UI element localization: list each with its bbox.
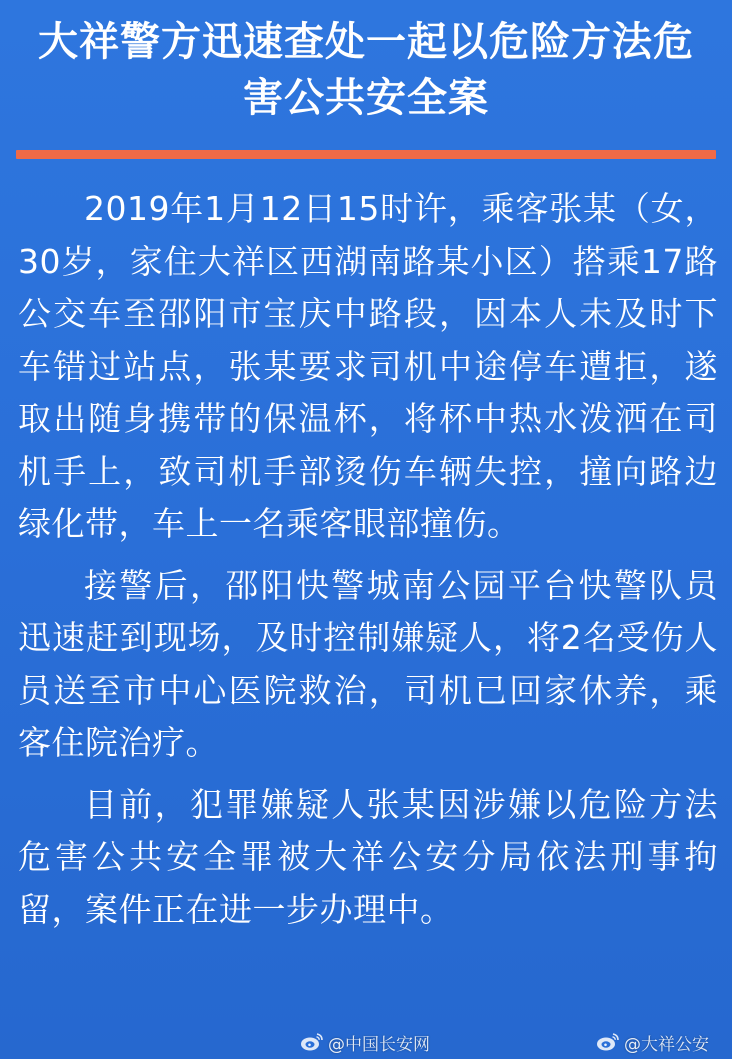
- weibo-icon: [596, 1032, 620, 1052]
- watermark-text: @中国长安网: [328, 1034, 430, 1055]
- paragraph-response: 接警后，邵阳快警城南公园平台快警队员迅速赶到现场，及时控制嫌疑人，将2名受伤人员送至市中心医院救治，司机已回家休养，乘客住院治疗。: [18, 565, 718, 762]
- weibo-icon: [300, 1032, 324, 1052]
- paragraph-incident: 2019年1月12日15时许，乘客张某（女，30岁，家住大祥区西湖南路某小区）搭乘17路公交车至邵阳市宝庆中路段，因本人未及时下车错过站点，张某要求司机中途停车遭拒，遂取出随身携带的保温杯，将杯中热水泼洒在司机手上，致司机手部烫伤车辆失控，撞向路边绿化带，车上一名乘客眼部撞伤。: [18, 189, 718, 543]
- paragraph-status: 目前，犯罪嫌疑人张某因涉嫌以危险方法危害公共安全罪被大祥公安分局依法刑事拘留，案件正在进一步办理中。: [18, 784, 718, 929]
- watermark-daxiang-police: [596, 1029, 709, 1055]
- notice-title: 大祥警方迅速查处一起以危险方法危害公共安全案: [38, 19, 694, 121]
- title-divider: [16, 150, 716, 159]
- watermark-chinapeace: [300, 1029, 430, 1055]
- notice-body: [18, 183, 718, 945]
- watermark-text: @大祥公安: [624, 1034, 709, 1055]
